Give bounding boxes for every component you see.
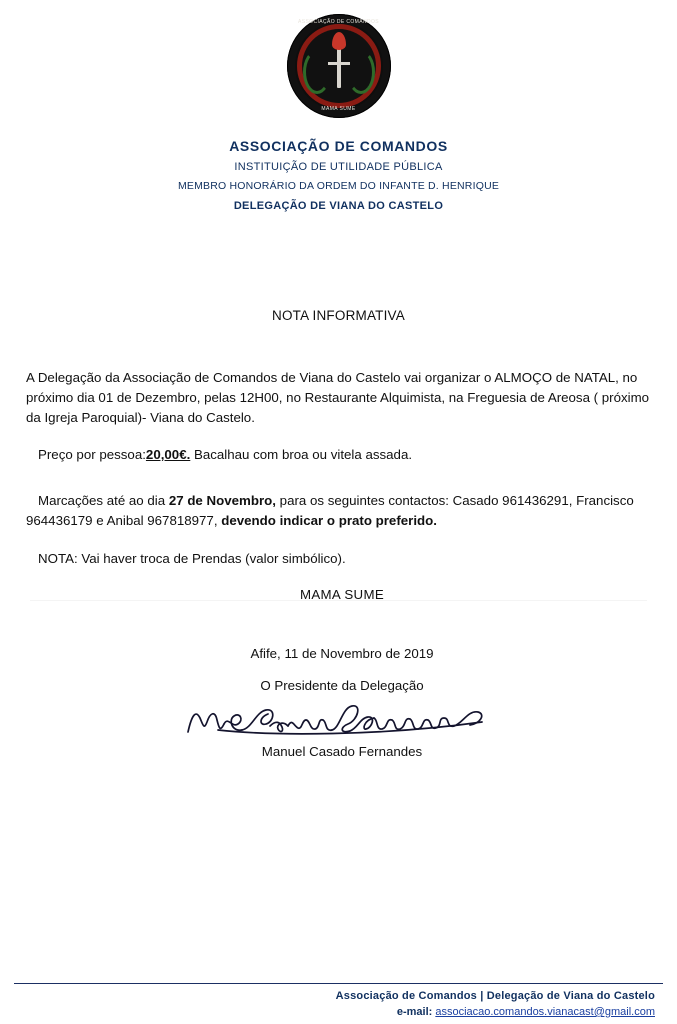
booking-contacts: para os seguintes contactos: Casado 961436291, Francisco 964436179 e Anibal 967818977, — [26, 492, 634, 529]
paragraph-booking — [26, 491, 658, 531]
emblem-top-text: ASSOCIAÇÃO DE COMANDOS — [297, 19, 380, 25]
motto: MAMA SUME — [300, 587, 384, 603]
footer-email-link[interactable]: associacao.comandos.vianacast@gmail.com — [435, 1006, 655, 1018]
paragraph-intro: A Delegação da Associação de Comandos de Viana do Castelo vai organizar o ALMOÇO de NATAL, no próximo dia 01 de Dezembro, pelas 12H00, no Restaurante Alquimista, na Freguesia de Areosa ( próximo da Igreja Paroquial)- Viana do Castelo. — [26, 370, 650, 426]
laurel-right-icon — [347, 50, 375, 94]
logo-container — [0, 14, 677, 123]
org-status: INSTITUIÇÃO DE UTILIDADE PÚBLICA — [234, 161, 443, 173]
signature-name: Manuel Casado Fernandes — [261, 744, 423, 760]
footer-email-label: e-mail: — [396, 1006, 436, 1018]
commandos-emblem-icon — [287, 14, 391, 118]
org-delegation: DELEGAÇÃO DE VIANA DO CASTELO — [233, 200, 444, 212]
footer-email-line — [0, 1006, 677, 1018]
document-body — [26, 368, 658, 762]
price-value: 20,00€. — [145, 446, 191, 462]
flame-icon — [332, 32, 346, 50]
president-label: O Presidente da Delegação — [260, 677, 424, 693]
footer-divider — [14, 983, 663, 985]
emblem-bottom-text: MAMA SUME — [321, 106, 356, 112]
price-label: Preço por pessoa: — [38, 446, 146, 462]
org-name: ASSOCIAÇÃO DE COMANDOS — [229, 138, 448, 154]
footer — [0, 983, 677, 1019]
letterhead — [0, 138, 677, 212]
page-title: NOTA INFORMATIVA — [272, 308, 405, 323]
paragraph-price — [26, 445, 658, 465]
org-honour: MEMBRO HONORÁRIO DA ORDEM DO INFANTE D. HENRIQUE — [177, 180, 500, 192]
laurel-left-icon — [303, 50, 331, 94]
handwritten-signature — [26, 700, 658, 742]
booking-deadline: 27 de Novembro, — [168, 492, 276, 508]
booking-instruction: devendo indicar o prato preferido. — [221, 513, 437, 529]
price-menu: Bacalhau com broa ou vitela assada. — [190, 446, 413, 462]
booking-text-start: Marcações até ao dia — [38, 492, 169, 508]
paragraph-note: NOTA: Vai haver troca de Prendas (valor simbólico). — [38, 551, 346, 567]
place-and-date: Afife, 11 de Novembro de 2019 — [250, 645, 434, 661]
footer-org-line: Associação de Comandos | Delegação de Viana do Castelo — [335, 990, 655, 1002]
